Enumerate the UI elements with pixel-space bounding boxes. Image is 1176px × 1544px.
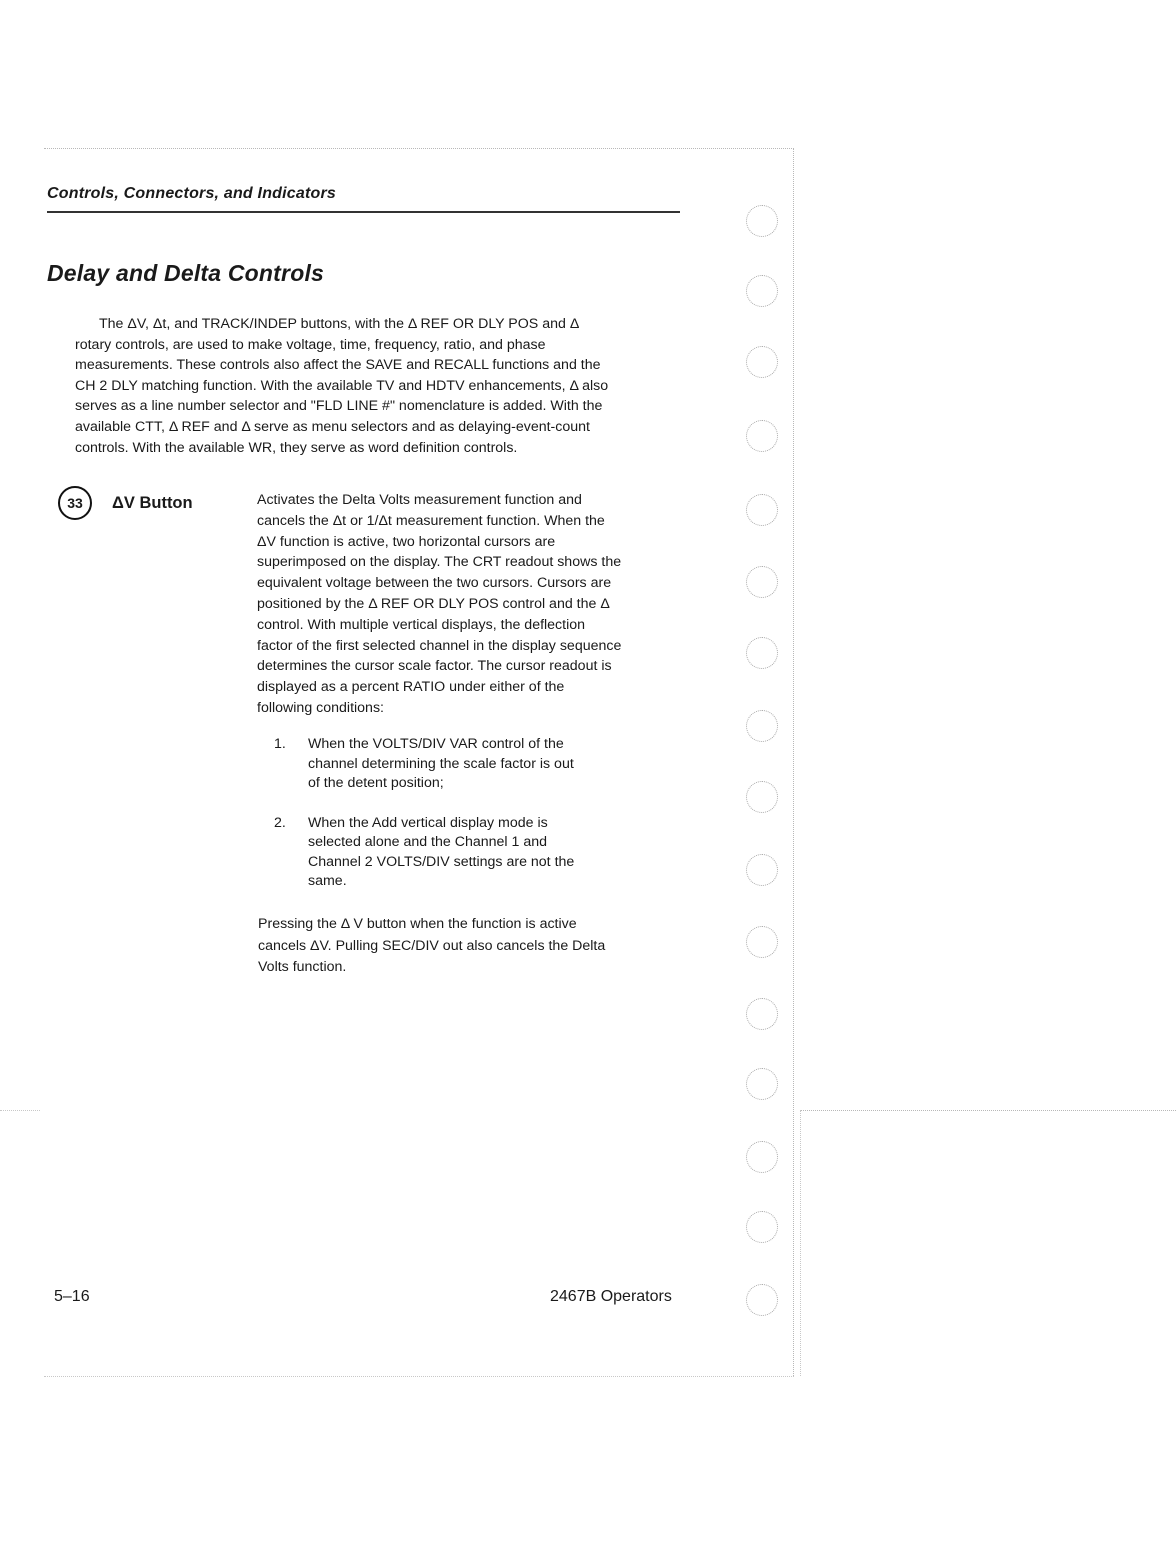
conditions-list — [270, 735, 630, 912]
description-line: superimposed on the display. The CRT readout shows the — [257, 554, 622, 571]
intro-line: CH 2 DLY matching function. With the available TV and HDTV enhancements, Δ also — [75, 377, 609, 394]
description-line: equivalent voltage between the two cursors. Cursors are — [257, 575, 612, 592]
punch-hole — [746, 1141, 778, 1173]
scan-edge-line-right — [800, 1110, 1176, 1111]
description-line: control. With multiple vertical displays, the deflection — [257, 616, 586, 633]
punch-hole — [746, 275, 778, 307]
description-line: ΔV function is active, two horizontal cursors are — [257, 533, 556, 550]
scan-edge-line-left — [0, 1110, 40, 1111]
intro-line: controls. With the available WR, they serve as word definition controls. — [75, 439, 518, 456]
closing-line: Pressing the Δ V button when the function is active — [258, 916, 577, 932]
list-item-line: When the Add vertical display mode is — [308, 814, 548, 831]
header-rule — [47, 211, 680, 213]
punch-hole — [746, 1068, 778, 1100]
punch-hole — [746, 781, 778, 813]
punch-hole — [746, 854, 778, 886]
intro-line: The ΔV, Δt, and TRACK/INDEP buttons, with the Δ REF OR DLY POS and Δ — [99, 316, 580, 332]
closing-paragraph — [258, 914, 688, 979]
punch-hole — [746, 710, 778, 742]
manual-name: 2467B Operators — [550, 1288, 672, 1305]
description-line: cancels the Δt or 1/Δt measurement function. When the — [257, 512, 605, 529]
description-line: following conditions: — [257, 699, 384, 716]
list-item-line: channel determining the scale factor is out — [308, 755, 574, 772]
punch-hole — [746, 1284, 778, 1316]
description-line: positioned by the Δ REF OR DLY POS control and the Δ — [257, 595, 610, 612]
page-border-right — [793, 148, 794, 1376]
section-title: Delay and Delta Controls — [47, 260, 325, 286]
list-item-number: 2. — [274, 814, 286, 831]
intro-line: available CTT, Δ REF and Δ serve as menu selectors and as delaying-event-count — [75, 418, 590, 435]
punch-hole — [746, 205, 778, 237]
page-number: 5–16 — [54, 1288, 90, 1305]
list-item — [270, 814, 630, 892]
punch-hole — [746, 926, 778, 958]
punch-hole — [746, 494, 778, 526]
list-item-line: selected alone and the Channel 1 and — [308, 834, 548, 850]
intro-line: serves as a line number selector and "FLD LINE #" nomenclature is added. With the — [75, 398, 603, 415]
punch-hole — [746, 637, 778, 669]
running-header: Controls, Connectors, and Indicators — [47, 185, 337, 202]
closing-line: cancels ΔV. Pulling SEC/DIV out also cancels the Delta — [258, 937, 606, 954]
punch-hole — [746, 420, 778, 452]
punch-hole — [746, 1211, 778, 1243]
item-description — [257, 490, 687, 719]
intro-paragraph — [75, 314, 680, 458]
item-number-badge: 33 — [58, 486, 92, 520]
list-item-line: of the detent position; — [308, 775, 444, 791]
scan-edge-line-vertical — [800, 1110, 801, 1376]
intro-line: measurements. These controls also affect the SAVE and RECALL functions and the — [75, 357, 601, 374]
list-item-number: 1. — [274, 736, 286, 752]
description-line: Activates the Delta Volts measurement function and — [257, 492, 582, 508]
list-item-line: Channel 2 VOLTS/DIV settings are not the — [308, 853, 575, 870]
punch-hole — [746, 346, 778, 378]
description-line: determines the cursor scale factor. The cursor readout is — [257, 658, 612, 675]
punch-hole — [746, 998, 778, 1030]
punch-hole — [746, 566, 778, 598]
item-label: ΔV Button — [112, 494, 193, 512]
page-border-top — [44, 148, 794, 149]
list-item-line: When the VOLTS/DIV VAR control of the — [308, 736, 564, 752]
description-line: displayed as a percent RATIO under either of the — [257, 679, 565, 696]
closing-line: Volts function. — [258, 959, 347, 975]
page-border-bottom — [44, 1376, 794, 1377]
intro-line: rotary controls, are used to make voltage, time, frequency, ratio, and phase — [75, 336, 546, 353]
list-item-line: same. — [308, 873, 347, 889]
list-item — [270, 735, 630, 794]
description-line: factor of the first selected channel in the display sequence — [257, 637, 622, 654]
